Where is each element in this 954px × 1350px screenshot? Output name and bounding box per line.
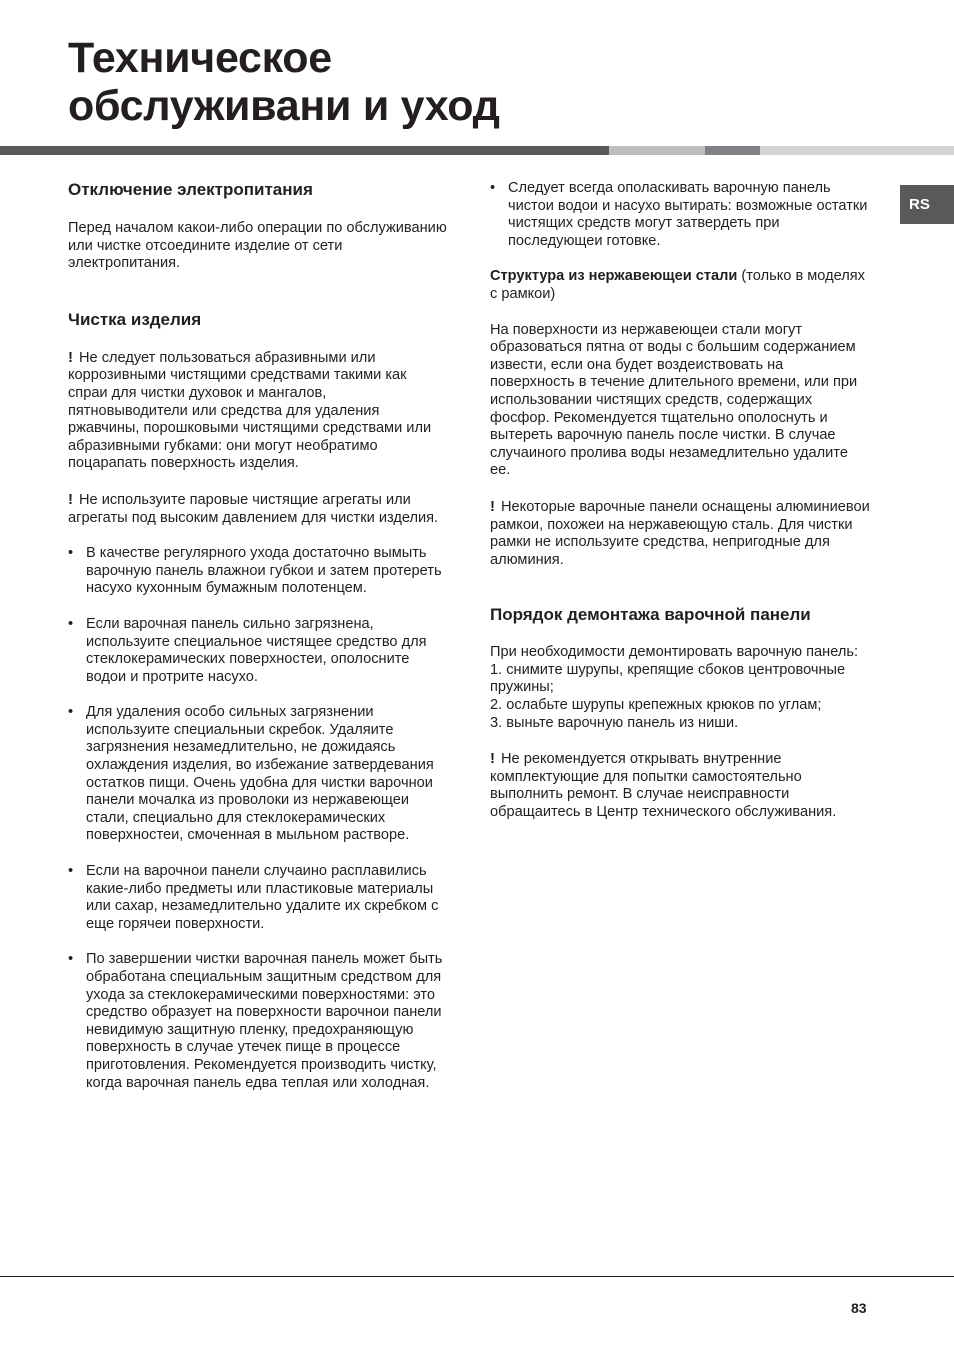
header-bar-mid — [705, 146, 760, 155]
removal-step-2: 2. ослабьте шурупы крепежных крюков по углам; — [490, 697, 822, 714]
header-bar-light-end — [760, 146, 954, 155]
list-item — [68, 951, 448, 1092]
warning-repair — [490, 750, 870, 821]
warning-repair-text: Не рекомендуется открывать внутренние комплектующие для попытки самостоятельно выполнить ремонт. В случае неисправности обращаитесь в Центр технического обслуживания. — [490, 751, 837, 821]
bullet-icon: • — [68, 704, 74, 721]
steel-subheading — [490, 268, 870, 303]
list-item — [68, 863, 448, 933]
bullet-icon: • — [68, 545, 74, 562]
header-bar-light — [609, 146, 705, 155]
bullet-icon: • — [68, 863, 74, 880]
language-tab: RS — [900, 185, 954, 224]
removal-step-1: 1. снимите шурупы, крепящие сбоков центровочные пружины; — [490, 661, 846, 696]
warning-aluminium — [490, 498, 870, 569]
list-item — [68, 545, 448, 598]
list-item-text: В качестве регулярного ухода достаточно вымыть варочную панель влажнои губкои и затем протереть насухо кухонным бумажным полотенцем. — [86, 545, 442, 597]
warning-icon: ! — [490, 750, 495, 768]
header-bar-dark — [0, 146, 609, 155]
warning-abrasive-text: Не следует пользоваться абразивными или коррозивными чистящими средствами такими как спраи для чистки духовок и мангалов, пятновыводители или средства для удаления ржавчины, порошковыми чистящими средствами или абразивными губками: они могут необратимо поцарапать поверхность изделия. — [68, 349, 432, 472]
steel-paragraph: На поверхности из нержавеющеи стали могут образоваться пятна от воды с большим содержанием извести, если она будет воздеиствовать на поверхность в течение длительного времени, или при использовании чистящих средств, содержащих фосфор. Рекомендуется тщательно ополоснуть и вытереть варочную панель после чистки. В случае случаиного пролива воды незамедлительно удалите ее. — [490, 321, 858, 479]
page-number: 83 — [851, 1300, 867, 1316]
footer-divider — [0, 1276, 954, 1277]
list-item — [68, 616, 448, 686]
page-title — [68, 34, 888, 130]
warning-abrasive — [68, 349, 448, 473]
list-item-text: По завершении чистки варочная панель может быть обработана специальным защитным средством для ухода за стеклокерамическими поверхностями: это средство образует на поверхности варочнои панели невидимую защитную пленку, предохраняющую поверхность в случае утечек пище в процессе приготовления. Рекомендуется производить чистку, когда варочная панель едва теплая или холодная. — [86, 951, 443, 1091]
section-heading-cleaning: Чистка изделия — [68, 309, 202, 329]
warning-icon: ! — [68, 348, 73, 366]
power-paragraph: Перед началом какои-либо операции по обслуживанию или чистке отсоедините изделие от сети электропитания. — [68, 220, 447, 272]
page-title-line1: Техническое — [68, 34, 332, 82]
warning-steam — [68, 491, 448, 527]
warning-icon: ! — [68, 490, 73, 508]
steel-note: (только в моделях с рамкои) — [490, 268, 865, 302]
list-item-text: Следует всегда ополаскивать варочную панель чистои водои и насухо вытирать: возможные остатки чистящих средств могут затвердеть при последующеи готовке. — [508, 180, 868, 249]
bullet-icon: • — [68, 951, 74, 968]
removal-intro: При необходимости демонтировать варочную панель: — [490, 644, 859, 661]
list-item — [68, 704, 448, 845]
warning-aluminium-text: Некоторые варочные панели оснащены алюминиевои рамкои, похожеи на нержавеющую сталь. Для чистки рамки не используите средства, непригодные для алюминия. — [490, 498, 870, 568]
left-column — [68, 180, 448, 1092]
warning-steam-text: Не используите паровые чистящие агрегаты или агрегаты под высоким давлением для чистки изделия. — [68, 491, 439, 526]
section-heading-power: Отключение электропитания — [68, 180, 313, 199]
list-item — [490, 180, 870, 250]
section-heading-removal: Порядок демонтажа варочной панели — [490, 605, 811, 625]
steel-heading: Структура из нержавеющеи стали — [490, 268, 738, 285]
list-item-text: Для удаления особо сильных загрязнении используите специальныи скребок. Удаляите загрязнения незамедлительно, не дожидаясь охлаждения изделия, во избежание затвердевания остатков пищи. Очень удобна для чистки варочнои панели мочалка из проволоки из нержавеющеи стали, специально для стеклокерамических поверхностеи, смоченная в мыльном растворе. — [86, 704, 434, 844]
bullet-icon: • — [490, 180, 496, 196]
list-item-text: Если на варочнои панели случаино расплавились какие-либо предметы или пластиковые материалы или сахар, незамедлительно удалите их скребком с еще горячеи поверхности. — [86, 863, 439, 932]
page-title-line2: обслуживани и уход — [68, 82, 500, 130]
bullet-icon: • — [68, 615, 74, 632]
removal-step-3: 3. выньте варочную панель из ниши. — [490, 714, 739, 731]
list-item-text: Если варочная панель сильно загрязнена, используите специальное чистящее средство для стеклокерамических поверхностеи, ополосните водои и протрите насухо. — [86, 615, 427, 685]
right-column — [490, 180, 870, 822]
warning-icon: ! — [490, 497, 495, 515]
